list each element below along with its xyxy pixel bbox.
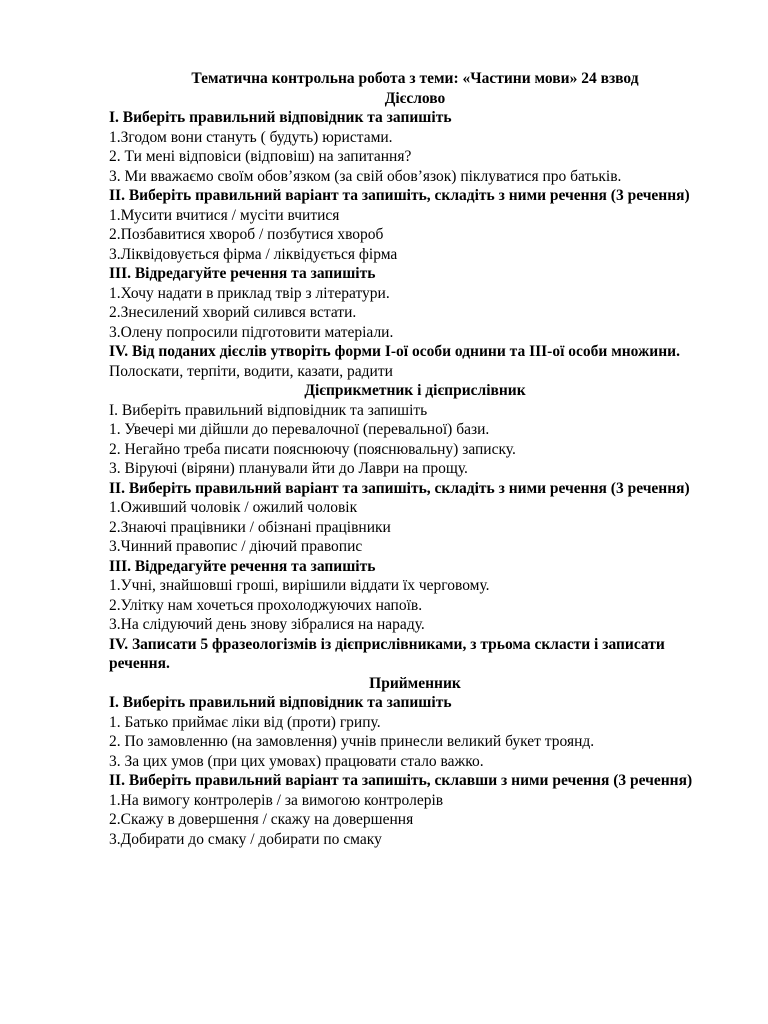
task-item: 2. Ти мені відповіси (відповіш) на запитання? — [109, 148, 412, 165]
task-item: 1.На вимогу контролерів / за вимогою контролерів — [109, 791, 444, 809]
task-item: 3.Ліквідовується фірма / ліквідується фірма — [109, 245, 398, 263]
task — [109, 635, 721, 674]
section-participle — [109, 381, 721, 674]
task-item: 1. Батько приймає ліки від (проти) грипу. — [109, 713, 381, 731]
task-item: 3. Віруючі (віряни) планували йти до Лаври на прощу. — [109, 460, 468, 477]
task-title: I. Виберіть правильний відповідник та запишіть — [109, 694, 452, 711]
task-title: IV. Від поданих дієслів утворіть форми I-ої особи однини та III-ої особи множини. — [109, 343, 680, 360]
section-heading: Дієслово — [384, 89, 446, 107]
task-item: 2.Знаючі працівники / обізнані працівники — [109, 518, 391, 536]
task-title: II. Виберіть правильний варіант та запишіть, складіть з ними речення (3 речення) — [109, 479, 690, 497]
task-item: 3.Олену попросили підготовити матеріали. — [109, 323, 394, 341]
task-title: I. Виберіть правильний відповідник та запишіть — [109, 401, 428, 419]
task — [109, 479, 721, 557]
task-item: 1.Учні, знайшовші гроші, вирішили віддати їх черговому. — [109, 577, 490, 594]
task-item: Полоскати, терпіти, водити, казати, радити — [109, 362, 393, 380]
task — [109, 342, 721, 381]
task-item: 2. Негайно треба писати пояснюючу (пояснювальну) записку. — [109, 440, 516, 458]
task-item: 1.Оживший чоловік / ожилий чоловік — [109, 499, 358, 516]
task-item: 2.Скажу в довершення / скажу на довершення — [109, 811, 414, 828]
section-heading: Дієприкметник і дієприслівник — [304, 382, 526, 399]
document-title: Тематична контрольна робота з теми: «Частини мови» 24 взвод — [191, 70, 639, 87]
task-item: 3.На слідуючий день знову зібралися на нараду. — [109, 616, 425, 633]
task-item: 3. За цих умов (при цих умовах) працювати стало важко. — [109, 752, 484, 770]
task — [109, 108, 721, 186]
task-item: 2.Знесилений хворий силився встати. — [109, 304, 357, 321]
task-item: 2.Позбавитися хвороб / позбутися хвороб — [109, 226, 384, 243]
task — [109, 186, 721, 264]
section-heading: Прийменник — [369, 674, 461, 692]
section-preposition — [109, 674, 721, 850]
task-title: IV. Записати 5 фразеологізмів із дієприслівниками, з трьома скласти і записати речення. — [109, 635, 665, 672]
task — [109, 557, 721, 635]
task-item: 3. Ми вважаємо своїм обов’язком (за свій обов’язок) піклуватися про батьків. — [109, 167, 622, 185]
task-item: 2. По замовленню (на замовлення) учнів принесли великий букет троянд. — [109, 733, 595, 750]
task — [109, 771, 721, 849]
task-title: II. Виберіть правильний варіант та запишіть, склавши з ними речення (3 речення) — [109, 772, 693, 789]
document-page — [109, 69, 721, 849]
task-item: 3.Добирати до смаку / добирати по смаку — [109, 830, 382, 848]
task-item: 1.Мусити вчитися / мусіти вчитися — [109, 206, 340, 224]
task-title: I. Виберіть правильний відповідник та запишіть — [109, 109, 452, 126]
section-verb — [109, 89, 721, 382]
task-item: 1. Увечері ми дійшли до перевалочної (перевальної) бази. — [109, 421, 490, 438]
task-item: 1.Згодом вони стануть ( будуть) юристами. — [109, 128, 393, 146]
task-title: III. Відредагуйте речення та запишіть — [109, 265, 376, 282]
task-item: 3.Чинний правопис / діючий правопис — [109, 538, 363, 555]
task-title: III. Відредагуйте речення та запишіть — [109, 557, 376, 575]
task-title: II. Виберіть правильний варіант та запишіть, складіть з ними речення (3 речення) — [109, 187, 690, 204]
task — [109, 401, 721, 479]
task-item: 1.Хочу надати в приклад твір з літератури. — [109, 284, 390, 302]
task-item: 2.Улітку нам хочеться прохолоджуючих напоїв. — [109, 596, 423, 614]
task — [109, 264, 721, 342]
task — [109, 693, 721, 771]
